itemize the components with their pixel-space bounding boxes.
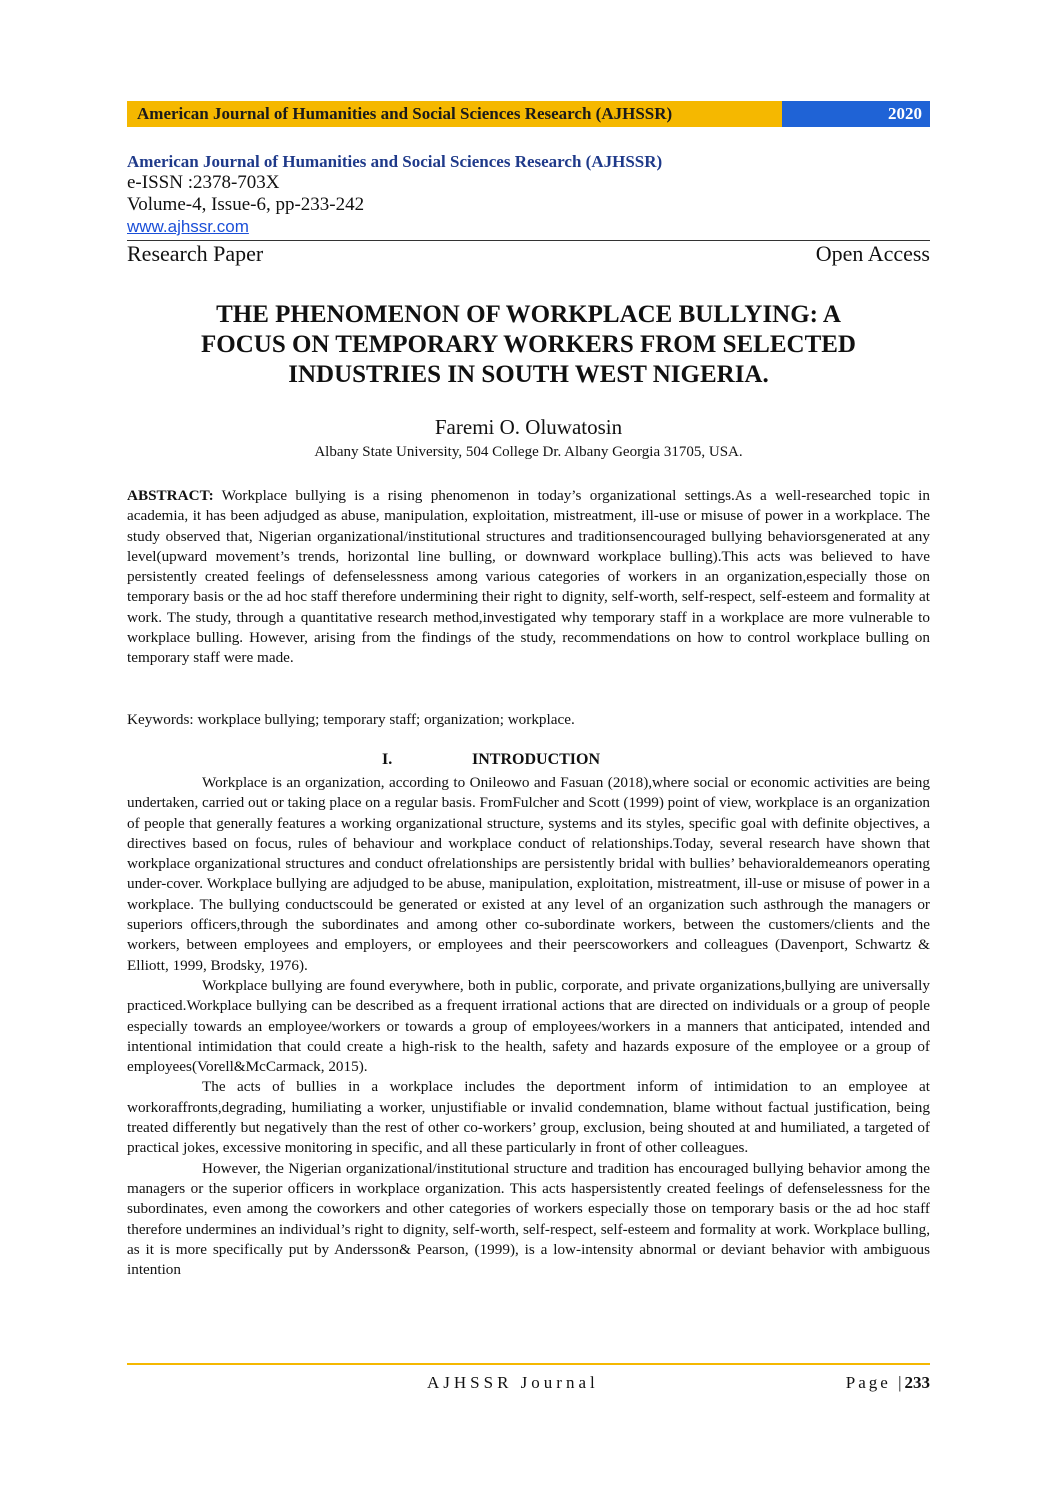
running-header — [127, 101, 930, 127]
paper-type-row — [127, 240, 930, 267]
introduction-body — [127, 773, 930, 1280]
paragraph: The acts of bullies in a workplace includes the deportment inform of intimidation to an employee at workoraffronts,degrading, humiliating a worker, unjustifiable or invalid condemnation, blame without factual justification, being treated differently but negatively than the rest of other co-workers’ group, exclusion, being shouted at and humiliated, a targeted of practical jokes, excessive monitoring in specific, and all these particularly in front of other colleagues. — [127, 1078, 930, 1157]
header-journal-name: American Journal of Humanities and Social Sciences Research (AJHSSR) — [127, 101, 782, 127]
header-year: 2020 — [782, 101, 930, 127]
page-label: Page | — [845, 1373, 905, 1392]
author-affiliation: Albany State University, 504 College Dr. Albany Georgia 31705, USA. — [314, 444, 743, 460]
title-line: INDUSTRIES IN SOUTH WEST NIGERIA. — [288, 361, 769, 388]
title-line: THE PHENOMENON OF WORKPLACE BULLYING: A — [216, 301, 841, 328]
access-type: Open Access — [815, 241, 930, 266]
section-number: I. — [382, 751, 393, 768]
abstract-label: ABSTRACT: — [127, 487, 214, 504]
paper-type: Research Paper — [127, 241, 264, 266]
paragraph: Workplace is an organization, according to Onileowo and Fasuan (2018),where social or economic activities are being undertaken, carried out or taking place on a regular basis. FromFulcher and Scott (1999) point of view, workplace is an organization of people that generally features a working organizational structure, systems and its styles, specific goal with definite objectives, a directives based on focus, rules of behaviour and workplace conduct of relationships.Today, several research have shown that workplace organizational structures and conduct ofrelationships are persistently bridal with bullies’ behavioraldemeanors operating under-cover. Workplace bullying are adjudged to be abuse, manipulation, exploitation, mistreatment, ill-use or misuse of power in a workplace. The bullying conductscould be generated or existed at any level of an organization such asthrough the managers or superiors officers,through the subordinates and among other co-subordinate workers, between the customers/clients and the workers, between employees and employers, or employees and their peerscoworkers and colleagues (Davenport, Schwartz & Elliott, 1999, Brodsky, 1976). — [127, 774, 931, 974]
abstract-text: Workplace bullying is a rising phenomenon in today’s organizational settings.As a well-researched topic in academia, it has been adjudged as abuse, manipulation, exploitation, mistreatment, ill-use or misuse of power in a workplace. The study observed that, Nigerian organizational/institutional structures and traditionsencouraged bullying behaviorsgenerated at any level(upward movement’s trends, horizontal line bulling, or downward workplace bulling).This acts was believed to have persistently created feelings of defenselessness among various categories of workers in an organization,especially those on temporary basis or the ad hoc staff therefore undermining their right to dignity, self-worth, self-respect, self-esteem and formality at work. The study, through a quantitative research method,investigated why temporary staff in a workplace are more vulnerable to workplace bulling. However, arising from the findings of the study, recommendations on how to control workplace bulling on temporary staff were made. — [127, 487, 930, 667]
paragraph: Workplace bullying are found everywhere, both in public, corporate, and private organizations,bullying are universally practiced.Workplace bullying can be described as a frequent irrational actions that are directed on individuals or a group of people especially towards an employee/workers or towards a group of employees/workers in a manners that anticipated, intended and intentional intimidation that could create a high-risk to the health, safety and hazards exposure of the employee or a group of employees(Vorell&McCarmack, 2015). — [127, 976, 930, 1076]
footer-journal: AJHSSR Journal — [427, 1373, 599, 1392]
page-number: 233 — [904, 1373, 930, 1392]
journal-meta — [127, 152, 930, 267]
meta-issn: e-ISSN :2378-703X — [127, 172, 280, 193]
abstract — [127, 486, 930, 669]
meta-volume: Volume-4, Issue-6, pp-233-242 — [127, 194, 365, 215]
footer-page — [846, 1373, 930, 1393]
paragraph: However, the Nigerian organizational/institutional structure and tradition has encouraged bullying behavior among the managers or the superior officers in workplace organization. This acts haspersistently created feelings of defenselessness for the subordinates, even among the coworkers and other categories of workers especially those on temporary basis or the ad hoc staff therefore undermines an individual’s right to dignity, self-worth, self-respect, self-esteem and formality at work. Workplace bulling, as it is more specifically put by Andersson& Pearson, (1999), is a low-intensity abnormal or deviant behavior with ambiguous intention — [127, 1159, 930, 1279]
journal-website-link[interactable]: www.ajhssr.com — [127, 217, 249, 236]
footer-divider — [127, 1363, 930, 1365]
section-title: INTRODUCTION — [472, 751, 601, 768]
author-name: Faremi O. Oluwatosin — [434, 415, 623, 439]
title-line: FOCUS ON TEMPORARY WORKERS FROM SELECTED — [201, 331, 856, 358]
keywords: Keywords: workplace bullying; temporary staff; organization; workplace. — [127, 711, 575, 728]
meta-journal-name: American Journal of Humanities and Social Sciences Research (AJHSSR) — [127, 152, 663, 171]
paper-title — [127, 300, 930, 390]
